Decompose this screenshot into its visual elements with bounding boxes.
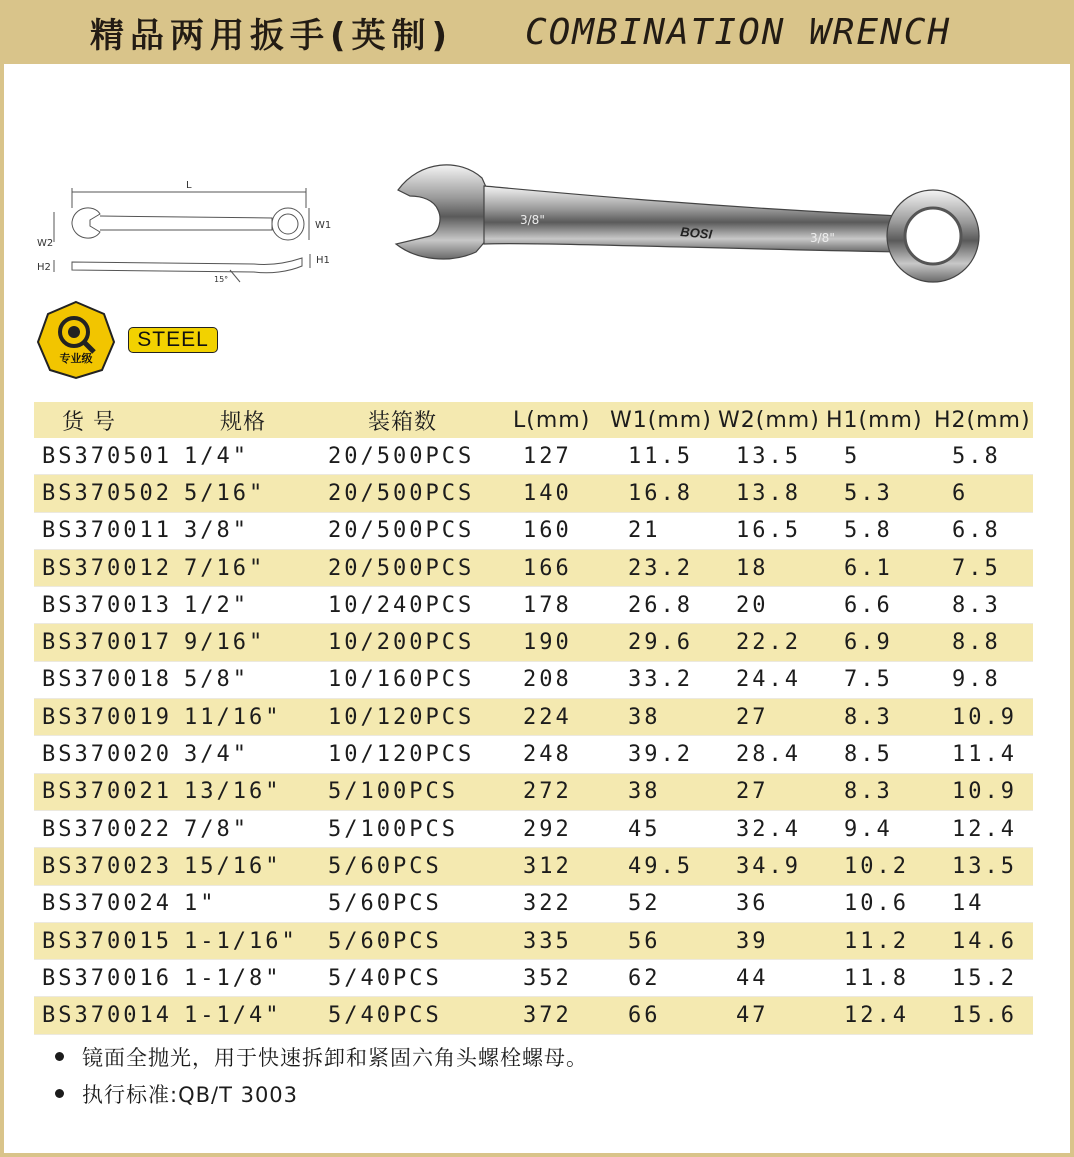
badge-text: 专业级: [59, 352, 93, 365]
cell-w1: 16.8: [610, 475, 718, 512]
cell-pack-qty: 5/40PCS: [328, 997, 505, 1034]
cell-h2: 10.9: [934, 773, 1033, 810]
cell-pack-qty: 20/500PCS: [328, 438, 505, 475]
cell-pack-qty: 5/100PCS: [328, 773, 505, 810]
cell-h1: 9.4: [826, 810, 934, 847]
cell-h1: 10.2: [826, 848, 934, 885]
cell-w1: 23.2: [610, 549, 718, 586]
cell-h1: 11.8: [826, 960, 934, 997]
cell-length: 208: [505, 661, 610, 698]
cell-w1: 21: [610, 512, 718, 549]
table-row: [34, 587, 1033, 624]
cell-item-number: BS370018: [34, 661, 184, 698]
cell-pack-qty: 10/240PCS: [328, 587, 505, 624]
cell-h2: 14: [934, 885, 1033, 922]
note-item: [55, 1038, 588, 1075]
cell-w1: 49.5: [610, 848, 718, 885]
diagram-label-angle: 15°: [214, 275, 229, 284]
cell-item-number: BS370020: [34, 736, 184, 773]
cell-item-number: BS370014: [34, 997, 184, 1034]
photo-brand-mark: BOSI: [679, 224, 713, 242]
cell-h1: 6.6: [826, 587, 934, 624]
cell-pack-qty: 10/120PCS: [328, 736, 505, 773]
cell-h2: 15.2: [934, 960, 1033, 997]
cell-length: 224: [505, 699, 610, 736]
cell-spec: 7/8": [184, 810, 328, 847]
cell-h1: 5.3: [826, 475, 934, 512]
cell-w2: 24.4: [718, 661, 826, 698]
cell-h1: 11.2: [826, 922, 934, 959]
cell-spec: 3/4": [184, 736, 328, 773]
cell-length: 190: [505, 624, 610, 661]
cell-pack-qty: 10/160PCS: [328, 661, 505, 698]
cell-item-number: BS370013: [34, 587, 184, 624]
cell-h2: 8.8: [934, 624, 1033, 661]
cell-item-number: BS370019: [34, 699, 184, 736]
diagram-label-L: L: [186, 180, 192, 191]
cell-w2: 32.4: [718, 810, 826, 847]
cell-h1: 10.6: [826, 885, 934, 922]
table-row: [34, 624, 1033, 661]
cell-h1: 6.9: [826, 624, 934, 661]
cell-item-number: BS370022: [34, 810, 184, 847]
cell-w2: 28.4: [718, 736, 826, 773]
page-title-english: COMBINATION WRENCH: [525, 12, 952, 53]
cell-h1: 8.3: [826, 773, 934, 810]
cell-spec: 15/16": [184, 848, 328, 885]
header-length: L(mm): [505, 402, 610, 438]
cell-w2: 18: [718, 549, 826, 586]
diagram-label-W1: W1: [315, 220, 332, 231]
header-band: [0, 0, 1074, 62]
page-title-chinese: 精品两用扳手(英制): [90, 16, 454, 56]
note-text: 镜面全抛光，用于快速拆卸和紧固六角头螺栓螺母。: [82, 1045, 588, 1070]
table-header-row: [34, 402, 1033, 438]
diagram-label-W2: W2: [37, 238, 54, 249]
cell-h2: 10.9: [934, 699, 1033, 736]
notes-list: [55, 1038, 588, 1112]
cell-length: 292: [505, 810, 610, 847]
cell-pack-qty: 10/200PCS: [328, 624, 505, 661]
cell-w2: 13.5: [718, 438, 826, 475]
cell-w2: 47: [718, 997, 826, 1034]
cell-length: 272: [505, 773, 610, 810]
note-text: 执行标准:QB/T 3003: [82, 1082, 299, 1107]
professional-grade-badge: [36, 300, 116, 380]
cell-w1: 29.6: [610, 624, 718, 661]
cell-h2: 5.8: [934, 438, 1033, 475]
diagram-label-H1: H1: [316, 255, 330, 266]
photo-size-mark-right: 3/8": [810, 231, 835, 245]
header-pack-qty: 装箱数: [328, 402, 505, 438]
wrench-photo: [390, 160, 985, 290]
cell-item-number: BS370011: [34, 512, 184, 549]
cell-pack-qty: 20/500PCS: [328, 512, 505, 549]
cell-h1: 5: [826, 438, 934, 475]
cell-spec: 1": [184, 885, 328, 922]
cell-h2: 11.4: [934, 736, 1033, 773]
cell-item-number: BS370017: [34, 624, 184, 661]
cell-length: 335: [505, 922, 610, 959]
table-row: [34, 736, 1033, 773]
table-row: [34, 997, 1033, 1034]
note-item: [55, 1075, 588, 1112]
cell-spec: 9/16": [184, 624, 328, 661]
table-row: [34, 438, 1033, 475]
cell-pack-qty: 5/100PCS: [328, 810, 505, 847]
table-row: [34, 810, 1033, 847]
steel-label: STEEL: [128, 327, 218, 353]
cell-h1: 5.8: [826, 512, 934, 549]
header-item-number: 货 号: [34, 402, 184, 438]
table-row: [34, 512, 1033, 549]
cell-w1: 33.2: [610, 661, 718, 698]
cell-w1: 11.5: [610, 438, 718, 475]
table-row: [34, 922, 1033, 959]
cell-w1: 26.8: [610, 587, 718, 624]
cell-spec: 5/8": [184, 661, 328, 698]
cell-w2: 34.9: [718, 848, 826, 885]
cell-w2: 22.2: [718, 624, 826, 661]
cell-length: 166: [505, 549, 610, 586]
cell-item-number: BS370501: [34, 438, 184, 475]
cell-length: 372: [505, 997, 610, 1034]
cell-h2: 6: [934, 475, 1033, 512]
bullet-icon: [55, 1089, 64, 1098]
header-spec: 规格: [184, 402, 328, 438]
cell-spec: 1-1/8": [184, 960, 328, 997]
header-w1: W1(mm): [610, 402, 718, 438]
cell-w1: 45: [610, 810, 718, 847]
cell-w1: 38: [610, 773, 718, 810]
cell-w1: 66: [610, 997, 718, 1034]
cell-w2: 16.5: [718, 512, 826, 549]
header-w2: W2(mm): [718, 402, 826, 438]
table-row: [34, 549, 1033, 586]
wrench-dimension-diagram: [34, 178, 334, 288]
cell-h2: 14.6: [934, 922, 1033, 959]
cell-w2: 13.8: [718, 475, 826, 512]
bullet-icon: [55, 1052, 64, 1061]
cell-pack-qty: 5/60PCS: [328, 922, 505, 959]
cell-h1: 6.1: [826, 549, 934, 586]
cell-length: 322: [505, 885, 610, 922]
specification-table: [34, 402, 1033, 1035]
cell-h2: 15.6: [934, 997, 1033, 1034]
table-row: [34, 848, 1033, 885]
cell-h2: 8.3: [934, 587, 1033, 624]
cell-w2: 44: [718, 960, 826, 997]
cell-w1: 56: [610, 922, 718, 959]
cell-spec: 1-1/4": [184, 997, 328, 1034]
cell-w2: 36: [718, 885, 826, 922]
cell-spec: 11/16": [184, 699, 328, 736]
cell-h1: 7.5: [826, 661, 934, 698]
cell-pack-qty: 20/500PCS: [328, 549, 505, 586]
table-row: [34, 773, 1033, 810]
table-row: [34, 661, 1033, 698]
header-h2: H2(mm): [934, 402, 1033, 438]
cell-length: 312: [505, 848, 610, 885]
cell-w1: 62: [610, 960, 718, 997]
cell-h2: 9.8: [934, 661, 1033, 698]
cell-spec: 7/16": [184, 549, 328, 586]
cell-item-number: BS370015: [34, 922, 184, 959]
cell-h2: 13.5: [934, 848, 1033, 885]
cell-h2: 7.5: [934, 549, 1033, 586]
cell-spec: 1/2": [184, 587, 328, 624]
cell-w2: 27: [718, 773, 826, 810]
table-row: [34, 475, 1033, 512]
cell-item-number: BS370016: [34, 960, 184, 997]
cell-pack-qty: 5/40PCS: [328, 960, 505, 997]
cell-item-number: BS370502: [34, 475, 184, 512]
cell-spec: 3/8": [184, 512, 328, 549]
cell-item-number: BS370012: [34, 549, 184, 586]
cell-w2: 39: [718, 922, 826, 959]
cell-item-number: BS370021: [34, 773, 184, 810]
cell-spec: 13/16": [184, 773, 328, 810]
cell-pack-qty: 20/500PCS: [328, 475, 505, 512]
cell-h2: 12.4: [934, 810, 1033, 847]
cell-item-number: BS370024: [34, 885, 184, 922]
cell-w2: 20: [718, 587, 826, 624]
cell-w2: 27: [718, 699, 826, 736]
cell-spec: 1/4": [184, 438, 328, 475]
cell-length: 160: [505, 512, 610, 549]
cell-w1: 38: [610, 699, 718, 736]
cell-item-number: BS370023: [34, 848, 184, 885]
cell-pack-qty: 5/60PCS: [328, 885, 505, 922]
table-row: [34, 885, 1033, 922]
table-row: [34, 960, 1033, 997]
cell-spec: 5/16": [184, 475, 328, 512]
header-h1: H1(mm): [826, 402, 934, 438]
cell-length: 127: [505, 438, 610, 475]
cell-h2: 6.8: [934, 512, 1033, 549]
table-row: [34, 699, 1033, 736]
cell-pack-qty: 10/120PCS: [328, 699, 505, 736]
cell-length: 178: [505, 587, 610, 624]
cell-h1: 12.4: [826, 997, 934, 1034]
cell-length: 352: [505, 960, 610, 997]
cell-h1: 8.3: [826, 699, 934, 736]
cell-length: 140: [505, 475, 610, 512]
diagram-label-H2: H2: [37, 262, 51, 273]
cell-pack-qty: 5/60PCS: [328, 848, 505, 885]
photo-size-mark-left: 3/8": [520, 213, 545, 227]
cell-w1: 39.2: [610, 736, 718, 773]
cell-h1: 8.5: [826, 736, 934, 773]
cell-spec: 1-1/16": [184, 922, 328, 959]
cell-w1: 52: [610, 885, 718, 922]
cell-length: 248: [505, 736, 610, 773]
